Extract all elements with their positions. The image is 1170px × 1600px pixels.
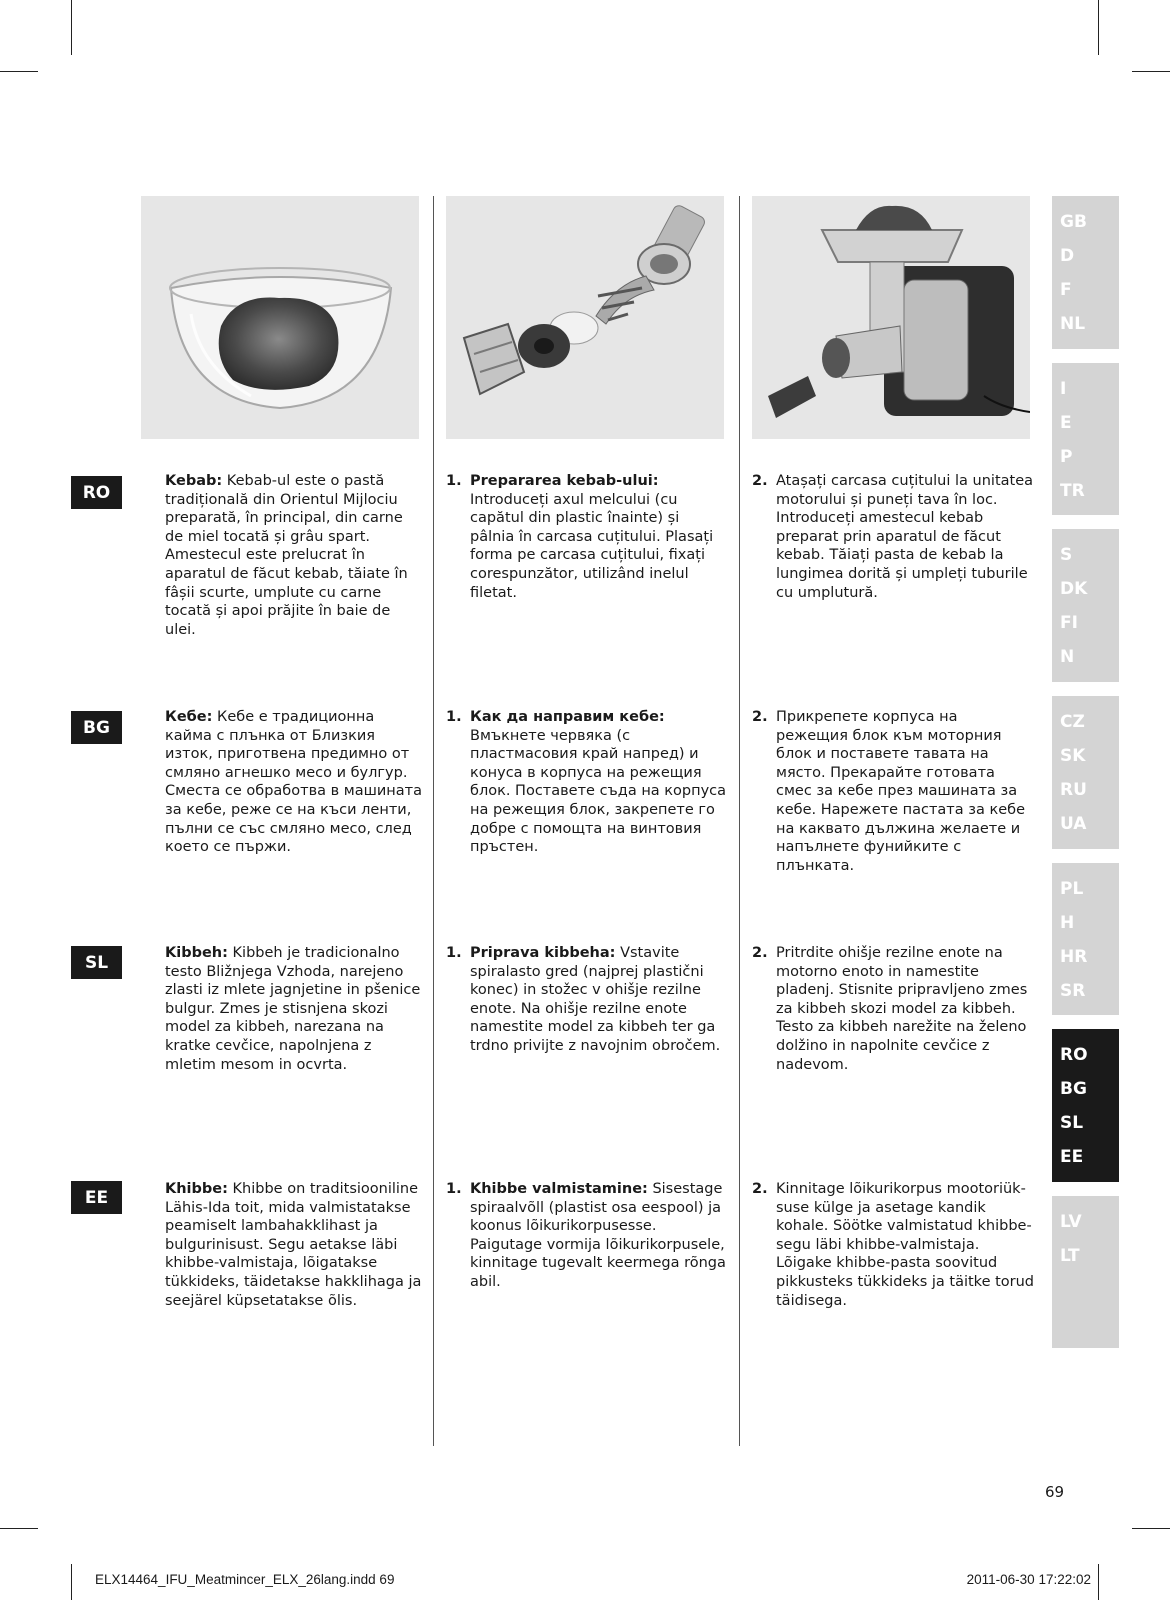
intro-text-ro <box>165 472 423 639</box>
step-label: Prepararea kebab-ului: <box>470 473 659 489</box>
footer-filename: ELX14464_IFU_Meatmincer_ELX_26lang.indd 69 <box>95 1572 395 1587</box>
intro-body: Kibbeh je tradicionalno testo Bližnjega Vzhoda, narejeno zlasti iz mlete jagnjetine in pšenice bulgur. Zmes je stisnjena skozi model za kibbeh, narezana na kratke cevčice, napolnjena z mletim mesom in ocvrta. <box>165 945 421 1073</box>
tab-ru[interactable]: RU <box>1060 780 1087 800</box>
tab-ua[interactable]: UA <box>1060 814 1087 834</box>
tab-sr[interactable]: SR <box>1060 981 1086 1001</box>
step-number: 1. <box>446 709 462 725</box>
photo-kebab-mincer <box>752 196 1030 439</box>
footer-timestamp: 2011-06-30 17:22:02 <box>966 1572 1091 1587</box>
step-body: Pritrdite ohišje rezilne enote na motorno enoto in namestite pladenj. Stisnite pripravljeno zmes za kibbeh skozi model za kibbeh. Testo za kibbeh narežite na želeno dolžino in napolnite cevčice z nadevom. <box>776 945 1028 1073</box>
photo-kebab-assembly <box>446 196 724 439</box>
tab-bg[interactable]: BG <box>1060 1079 1087 1099</box>
tab-fi[interactable]: FI <box>1060 613 1078 633</box>
crop-mark <box>1098 0 1099 55</box>
language-tab-group-3[interactable] <box>1052 529 1119 682</box>
step1-text-bg <box>446 708 728 857</box>
tab-s[interactable]: S <box>1060 545 1073 565</box>
intro-body: Кебе е традиционна кайма с плънка от Близкия изток, приготвена предимно от смляно агнешко месо и булгур. Сместа се обработва в машината за кебе, реже се на къси ленти, пълни се със смляно месо, след което се пържи. <box>165 709 422 856</box>
step-body: Sisestage spiraalvõll (plastist osa eespool) ja koonus lõikurikorpusesse. Paigutage vormija lõikurikorpusele, kinnitage tugevalt keermega rõnga abil. <box>470 1181 726 1290</box>
column-divider <box>433 196 434 1446</box>
step-label: Khibbe valmistamine: <box>470 1181 648 1197</box>
step-body: Atașați carcasa cuțitului la unitatea motorului și puneți tava în loc. Introduceți amestecul kebab preparat prin aparatul de făcut kebab. Tăiați pasta de kebab la lungimea dorită și umpleți tuburile cu umplutură. <box>776 473 1034 601</box>
language-badge-ro: RO <box>71 476 122 509</box>
tab-sl[interactable]: SL <box>1060 1113 1084 1133</box>
tab-sk[interactable]: SK <box>1060 746 1086 766</box>
tab-ro[interactable]: RO <box>1060 1045 1088 1065</box>
tab-cz[interactable]: CZ <box>1060 712 1085 732</box>
step2-text-sl <box>752 944 1034 1074</box>
step-body: Вмъкнете червяка (с пластмасовия край напред) и конуса в корпуса на режещия блок. Поставете съда на корпуса на режещия блок, закрепете го добре с помощта на винтовия пръстен. <box>470 727 727 856</box>
tab-i[interactable]: I <box>1060 379 1067 399</box>
tab-lv[interactable]: LV <box>1060 1212 1082 1232</box>
language-badge-bg: BG <box>71 711 122 744</box>
intro-label: Kebab: <box>165 473 223 489</box>
step-body: Kinnitage lõikurikorpus mootoriük-suse külge ja asetage kandik kohale. Söötke valmistatud khibbe-segu läbi khibbe-valmistaja. Lõigake khibbe-pasta soovitud pikkusteks tükkideks ja täitke torud täidisega. <box>776 1181 1035 1309</box>
tab-pl[interactable]: PL <box>1060 879 1084 899</box>
step-body: Прикрепете корпуса на режещия блок към моторния блок и поставете тавата на място. Прекарайте готовата смес за кебе през машината за кебе. Нарежете пастата за кебе на каквато дължина желаете и напълнете фунийките с плънката. <box>776 709 1025 874</box>
intro-label: Khibbe: <box>165 1181 228 1197</box>
step2-text-ro <box>752 472 1034 602</box>
step-label: Как да направим кебе: <box>470 709 665 725</box>
crop-mark <box>1098 1564 1099 1600</box>
language-tab-group-5[interactable] <box>1052 863 1119 1015</box>
step-number: 2. <box>752 709 768 725</box>
page-number: 69 <box>1045 1483 1065 1501</box>
column-divider <box>739 196 740 1446</box>
step-number: 1. <box>446 473 462 489</box>
intro-body: Khibbe on traditsiooniline Lähis-Ida toit, mida valmistatakse peamiselt lambahakklihast ja bulgurinisust. Segu aetakse läbi khibbe-valmistaja, lõigatakse tükkideks, täidetakse hakklihaga ja seejärel küpsetatakse õlis. <box>165 1181 422 1309</box>
intro-text-sl <box>165 944 423 1074</box>
tab-d[interactable]: D <box>1060 246 1075 266</box>
tab-lt[interactable]: LT <box>1060 1246 1080 1266</box>
tab-f[interactable]: F <box>1060 280 1072 300</box>
crop-mark <box>71 1564 72 1600</box>
intro-text-bg <box>165 708 423 857</box>
language-tab-group-7[interactable] <box>1052 1196 1119 1348</box>
step-number: 2. <box>752 1181 768 1197</box>
step-number: 2. <box>752 473 768 489</box>
tab-p[interactable]: P <box>1060 447 1073 467</box>
step2-text-bg <box>752 708 1034 875</box>
language-tab-group-1[interactable] <box>1052 196 1119 349</box>
step-body: Vstavite spiralasto gred (najprej plastični konec) in stožec v ohišje rezilne enote. Na ohišje rezilne enote namestite model za kibbeh ter ga trdno privijte z navojnim obročem. <box>470 945 721 1054</box>
tab-n[interactable]: N <box>1060 647 1075 667</box>
language-tab-group-6-active[interactable] <box>1052 1029 1119 1182</box>
language-tab-group-2[interactable] <box>1052 363 1119 515</box>
step-number: 1. <box>446 945 462 961</box>
crop-mark <box>1132 1528 1170 1529</box>
intro-text-ee <box>165 1180 423 1310</box>
tab-nl[interactable]: NL <box>1060 314 1086 334</box>
crop-mark <box>71 0 72 55</box>
step2-text-ee <box>752 1180 1035 1310</box>
tab-tr[interactable]: TR <box>1060 481 1085 501</box>
crop-mark <box>0 1528 38 1529</box>
intro-body: Kebab-ul este o pastă tradițională din Orientul Mijlociu preparată, în principal, din carne de miel tocată și grâu spart. Amestecul este prelucrat în aparatul de făcut kebab, tăiate în fâșii scurte, umplute cu carne tocată și apoi prăjite în baie de ulei. <box>165 473 408 638</box>
step1-text-ro <box>446 472 728 602</box>
intro-label: Кебе: <box>165 709 213 725</box>
crop-mark <box>1132 71 1170 72</box>
tab-dk[interactable]: DK <box>1060 579 1088 599</box>
language-badge-ee: EE <box>71 1181 122 1214</box>
tab-h[interactable]: H <box>1060 913 1075 933</box>
intro-label: Kibbeh: <box>165 945 228 961</box>
step-number: 1. <box>446 1181 462 1197</box>
step1-text-sl <box>446 944 728 1056</box>
tab-ee[interactable]: EE <box>1060 1147 1084 1167</box>
photo-kebab-bowl <box>141 196 419 439</box>
crop-mark <box>0 71 38 72</box>
step1-text-ee <box>446 1180 728 1292</box>
step-body: Introduceți axul melcului (cu capătul din plastic înainte) și pâlnia în carcasa cuțitului. Plasați forma pe carcasa cuțitului, fixați corespunzător, utilizând inelul filetat. <box>470 491 714 601</box>
step-number: 2. <box>752 945 768 961</box>
step-label: Priprava kibbeha: <box>470 945 616 961</box>
language-badge-sl: SL <box>71 946 122 979</box>
language-tab-group-4[interactable] <box>1052 696 1119 849</box>
tab-gb[interactable]: GB <box>1060 212 1087 232</box>
tab-hr[interactable]: HR <box>1060 947 1088 967</box>
tab-e[interactable]: E <box>1060 413 1072 433</box>
